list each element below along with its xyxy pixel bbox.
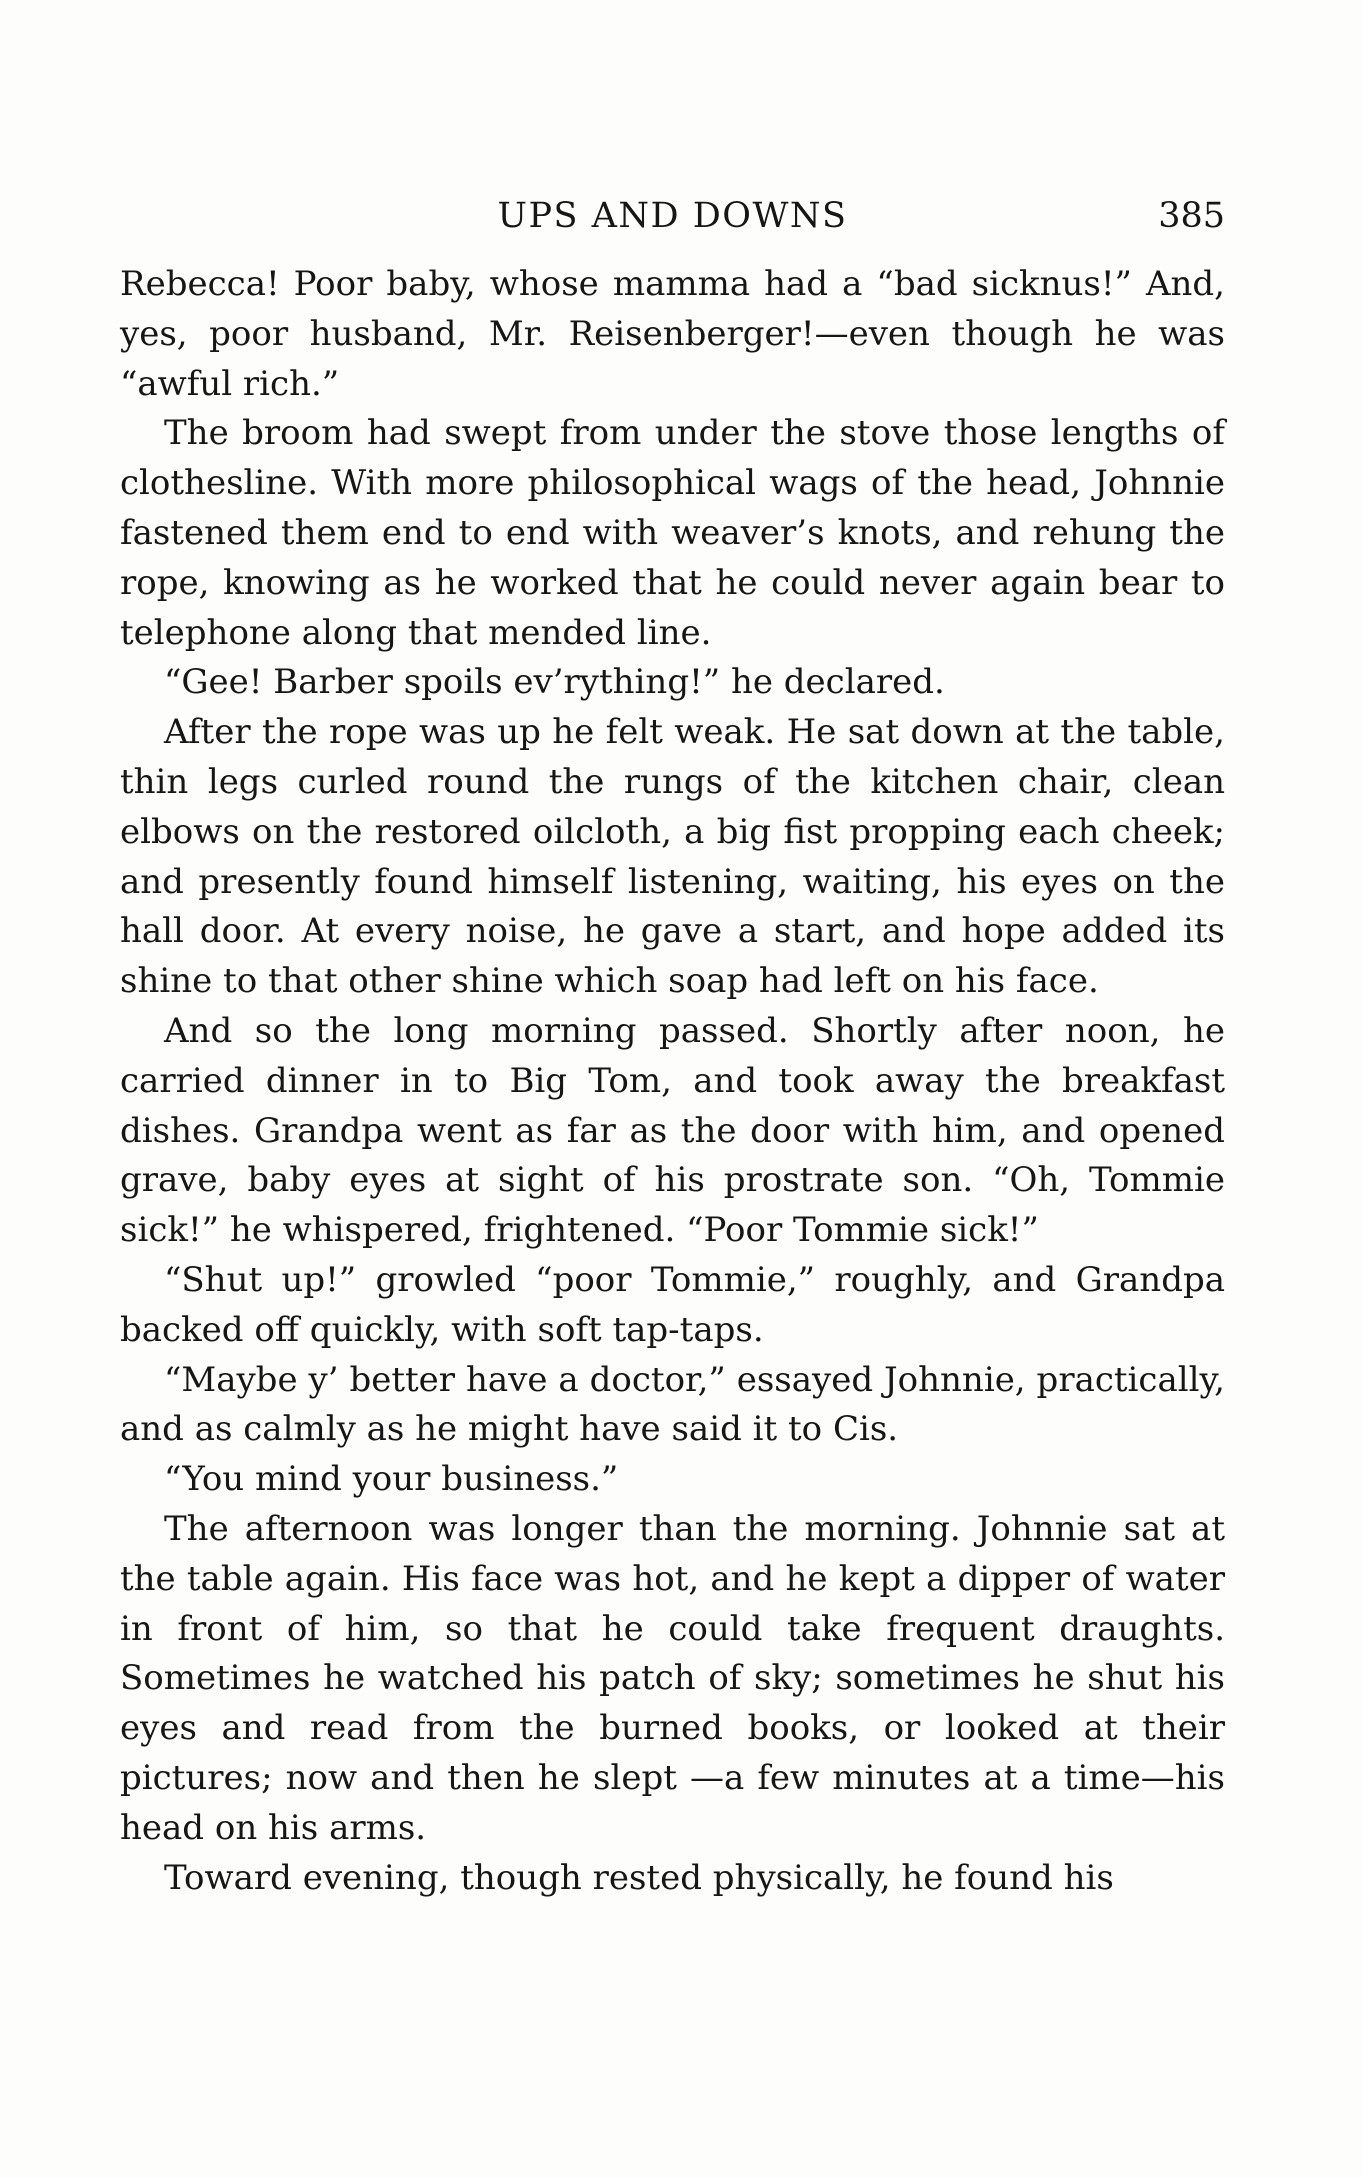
running-title: UPS AND DOWNS xyxy=(497,196,848,236)
paragraph: And so the long morning passed. Shortly after noon, he carried dinner in to Big Tom, and took away the breakfast dishes. Grandpa went as far as the door with him, and opened grave, baby eyes at sight of his prostrate son. “Oh, Tommie sick!” he whispered, frightened. “Poor Tommie sick!” xyxy=(120,1010,1225,1251)
paragraph: The broom had swept from under the stove those lengths of clothesline. With more philosophical wags of the head, Johnnie fastened them end to end with weaver’s knots, and rehung the rope, knowing as he worked that he could never again bear to telephone along that mended line. xyxy=(120,413,1225,653)
page-number: 385 xyxy=(1158,196,1225,236)
paragraph: “Maybe y’ better have a doctor,” essayed Johnnie, practically, and as calmly as he might have said it to Cis. xyxy=(120,1359,1225,1450)
paragraph: The afternoon was longer than the morning. Johnnie sat at the table again. His face was hot, and he kept a dipper of water in front of him, so that he could take frequent draughts. Sometimes he watched his patch of sky; sometimes he shut his eyes and read from the burned books, or looked at their pictures; now and then he slept —a few minutes at a time—his head on his arms. xyxy=(120,1508,1225,1848)
body-text xyxy=(120,260,1225,1903)
paragraph: “Gee! Barber spoils ev’rything!” he declared. xyxy=(164,662,945,703)
paragraph: After the rope was up he felt weak. He sat down at the table, thin legs curled round the rungs of the kitchen chair, clean elbows on the restored oilcloth, a big fist propping each cheek; and presently found himself listening, waiting, his eyes on the hall door. At every noise, he gave a start, and hope added its shine to that other shine which soap had left on his face. xyxy=(120,712,1225,1002)
paragraph: “You mind your business.” xyxy=(164,1459,619,1500)
paragraph-continued: Rebecca! Poor baby, whose mamma had a “bad sicknus!” And, yes, poor husband, Mr. Reisenberger!—even though he was “awful rich.” xyxy=(120,264,1225,404)
paragraph: “Shut up!” growled “poor Tommie,” roughly, and Grandpa backed off quickly, with soft tap-taps. xyxy=(120,1259,1225,1350)
running-header xyxy=(120,186,1225,246)
paragraph: Toward evening, though rested physically, he found his xyxy=(164,1857,1114,1898)
